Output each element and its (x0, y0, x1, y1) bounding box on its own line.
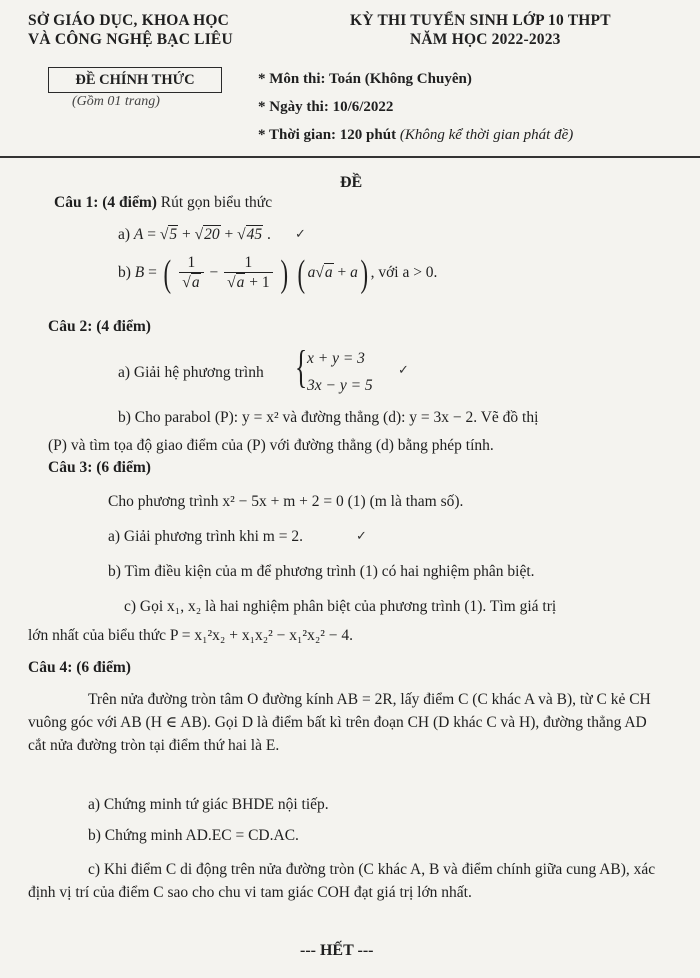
q2-eq1: x + y = 3 (307, 350, 365, 367)
header-divider (0, 156, 700, 158)
exam-date: * Ngày thi: 10/6/2022 (258, 99, 394, 115)
q1-b-condition: , với a > 0. (370, 264, 438, 282)
q1-a-label: a) (118, 226, 131, 243)
q2-title: Câu 2: (4 điểm) (48, 318, 151, 335)
school-year: NĂM HỌC 2022-2023 (410, 31, 561, 48)
pages-note: (Gồm 01 trang) (72, 94, 160, 109)
q3-part-a: a) Giải phương trình khi m = 2. (108, 528, 303, 545)
q1-part-b: b) B = ( $\frac{1}{√a}$ − $\frac{1}{√a + 1}$ ) ( a√a + a) , với a > 0. (118, 252, 438, 295)
department-line-1: SỞ GIÁO DỤC, KHOA HỌC (28, 12, 229, 29)
section-title: ĐỀ (340, 174, 363, 191)
q2-eq2: 3x − y = 5 (307, 377, 373, 394)
q1-prompt: Rút gọn biểu thức (160, 194, 273, 211)
subject-line: * Môn thi: Toán (Không Chuyên) (258, 71, 472, 87)
question-1 (54, 194, 272, 212)
q4-intro: Trên nửa đường tròn tâm O đường kính AB = 2R, lấy điểm C (C khác A và B), từ C kẻ CH vuông góc với AB (H ∈ AB). Gọi D là điểm bất kì trên đoạn CH (D khác C và H), đường thẳng AD cắt nửa đường tròn tại điểm thứ hai là E. (28, 691, 651, 754)
q3-part-c-line2: lớn nhất của biểu thức P = x₁²x₂ + x₁x₂² − x₁²x₂² − 4. (28, 627, 353, 644)
q3-intro: Cho phương trình x² − 5x + m + 2 = 0 (1) (m là tham số). (108, 493, 464, 510)
check-mark: ✓ (356, 528, 367, 543)
q2-part-b-line1: b) Cho parabol (P): y = x² và đường thẳng (d): y = 3x − 2. Vẽ đồ thị (118, 409, 539, 426)
check-mark: ✓ (398, 362, 409, 377)
time-note: (Không kể thời gian phát đề) (399, 127, 574, 143)
q1-b-label: b) (118, 264, 131, 282)
exam-title: KỲ THI TUYỂN SINH LỚP 10 THPT (350, 12, 611, 29)
q2-part-b-line2: (P) và tìm tọa độ giao điểm của (P) với đường thẳng (d) bằng phép tính. (48, 437, 494, 454)
system-brace: { (294, 341, 308, 392)
time-line (258, 127, 573, 144)
time-label: * Thời gian: 120 phút (258, 127, 397, 143)
department-line-2: VÀ CÔNG NGHỆ BẠC LIÊU (28, 31, 233, 48)
end-marker: --- HẾT --- (300, 942, 374, 959)
q4-part-c: c) Khi điểm C di động trên nửa đường tròn (C khác A, B và điểm chính giữa cung AB), xác định vị trí của điểm C sao cho chu vi tam giác COH đạt giá trị lớn nhất. (28, 861, 656, 901)
official-badge: ĐỀ CHÍNH THỨC (48, 67, 222, 93)
q3-part-c-line1: c) Gọi x₁, x₂ là hai nghiệm phân biệt của phương trình (1). Tìm giá trị (124, 598, 557, 615)
q4-title: Câu 4: (6 điểm) (28, 659, 131, 676)
q1-part-a: a) A = √5 + √20 + √45 . (118, 226, 271, 243)
q3-title: Câu 3: (6 điểm) (48, 459, 151, 476)
q4-part-a: a) Chứng minh tứ giác BHDE nội tiếp. (88, 796, 329, 813)
q4-part-b: b) Chứng minh AD.EC = CD.AC. (88, 827, 299, 844)
q1-title: Câu 1: (4 điểm) (54, 194, 157, 211)
check-mark: ✓ (295, 226, 306, 241)
q3-part-b: b) Tìm điều kiện của m để phương trình (1) có hai nghiệm phân biệt. (108, 563, 535, 580)
q2-part-a: a) Giải hệ phương trình (118, 364, 264, 381)
